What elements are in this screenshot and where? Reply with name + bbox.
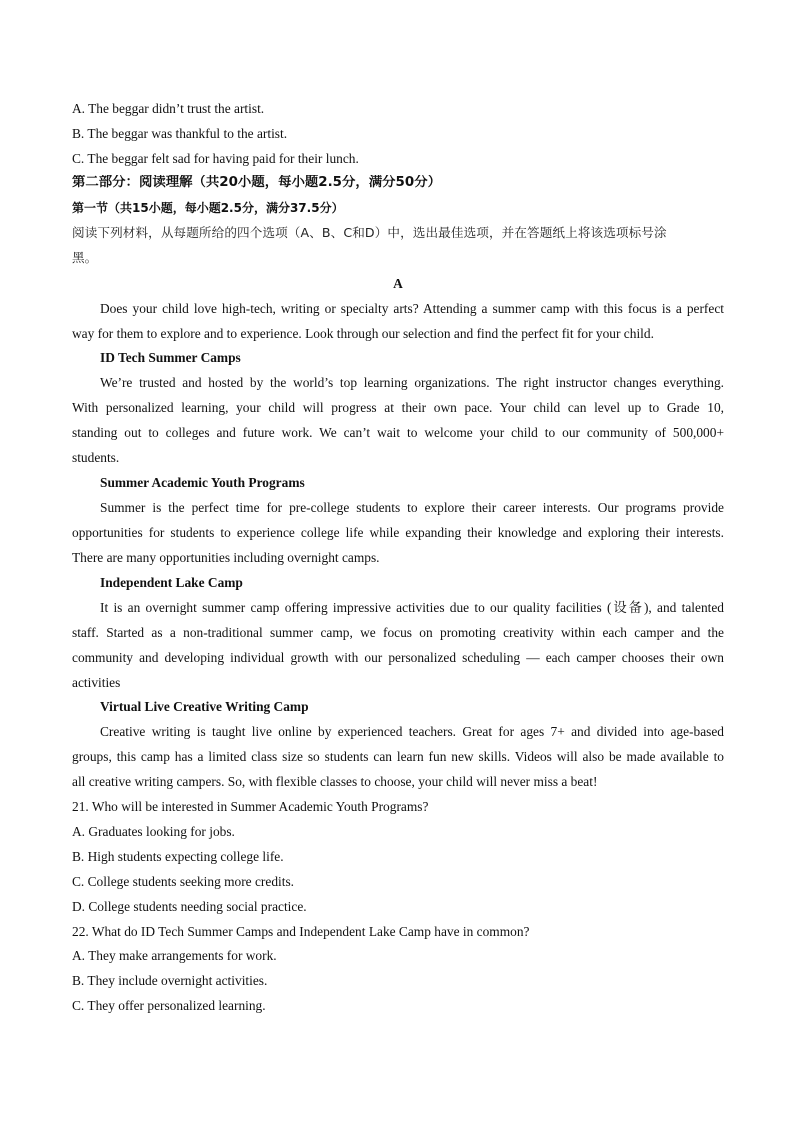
question-22-option-b: B. They include overnight activities. xyxy=(72,973,268,988)
intro-line-2: way for them to explore and to experience. Look through our selection and find the perfect fit for your child. xyxy=(72,326,654,341)
camp-text-line: groups, this camp has a limited class size so students can learn fun new skills. Videos will also be made available to xyxy=(72,749,724,764)
camp-title-independent-lake: Independent Lake Camp xyxy=(100,575,243,590)
camp-text-line: activities xyxy=(72,675,121,690)
question-22-stem: 22. What do ID Tech Summer Camps and Independent Lake Camp have in common? xyxy=(72,924,530,939)
question-21-stem: 21. Who will be interested in Summer Academic Youth Programs? xyxy=(72,799,429,814)
camp-text-line: students. xyxy=(72,450,120,465)
part-two-heading: 第二部分：阅读理解（共20小题，每小题2.5分，满分50分） xyxy=(72,175,441,190)
camp-text-line: all creative writing campers. So, with flexible classes to choose, your child will never miss a beat! xyxy=(72,774,598,789)
question-21-option-a: A. Graduates looking for jobs. xyxy=(72,824,235,839)
camp-text-line: We’re trusted and hosted by the world’s top learning organizations. The right instructor changes everything. xyxy=(100,375,724,390)
camp-title-summer-academic: Summer Academic Youth Programs xyxy=(100,475,305,490)
question-21-option-b: B. High students expecting college life. xyxy=(72,849,284,864)
intro-line-1: Does your child love high-tech, writing or specialty arts? Attending a summer camp with this focus is a perfect xyxy=(100,301,724,316)
instruction-line-2: 黑。 xyxy=(72,250,98,265)
passage-letter: A xyxy=(393,276,403,291)
section-one-heading: 第一节（共15小题，每小题2.5分，满分37.5分） xyxy=(72,201,344,215)
prev-option-b: B. The beggar was thankful to the artist. xyxy=(72,126,288,141)
question-22-option-c: C. They offer personalized learning. xyxy=(72,998,266,1013)
camp-text-line: Creative writing is taught live online by experienced teachers. Great for ages 7+ and divided into age-based xyxy=(100,724,724,739)
camp-text-line: With personalized learning, your child will progress at their own pace. Your child can level up to Grade 10, xyxy=(72,400,724,415)
camp-text-line: community and developing individual growth with our personalized scheduling — each camper chooses their own xyxy=(72,650,724,665)
instruction-line-1: 阅读下列材料，从每题所给的四个选项（A、B、C和D）中，选出最佳选项，并在答题纸上将该选项标号涂 xyxy=(72,225,667,240)
question-21-option-d: D. College students needing social practice. xyxy=(72,899,307,914)
camp-text-line: There are many opportunities including overnight camps. xyxy=(72,550,380,565)
question-22-option-a: A. They make arrangements for work. xyxy=(72,948,277,963)
prev-option-a: A. The beggar didn’t trust the artist. xyxy=(72,101,265,116)
camp-text-line: It is an overnight summer camp offering impressive activities due to our quality facilities (设备), and talented xyxy=(100,600,724,615)
camp-title-virtual-writing: Virtual Live Creative Writing Camp xyxy=(100,699,309,714)
camp-title-id-tech: ID Tech Summer Camps xyxy=(100,350,241,365)
camp-text-line: staff. Started as a non-traditional summer camp, we focus on promoting creativity within each camper and the xyxy=(72,625,724,640)
camp-text-line: opportunities for students to experience college life while expanding their knowledge and exploring their interests. xyxy=(72,525,724,540)
prev-option-c: C. The beggar felt sad for having paid for their lunch. xyxy=(72,151,359,166)
camp-text-line: standing out to colleges and future work. We can’t wait to welcome your child to our community of 500,000+ xyxy=(72,425,724,440)
question-21-option-c: C. College students seeking more credits. xyxy=(72,874,295,889)
camp-text-line: Summer is the perfect time for pre-college students to explore their career interests. Our programs provide xyxy=(100,500,724,515)
